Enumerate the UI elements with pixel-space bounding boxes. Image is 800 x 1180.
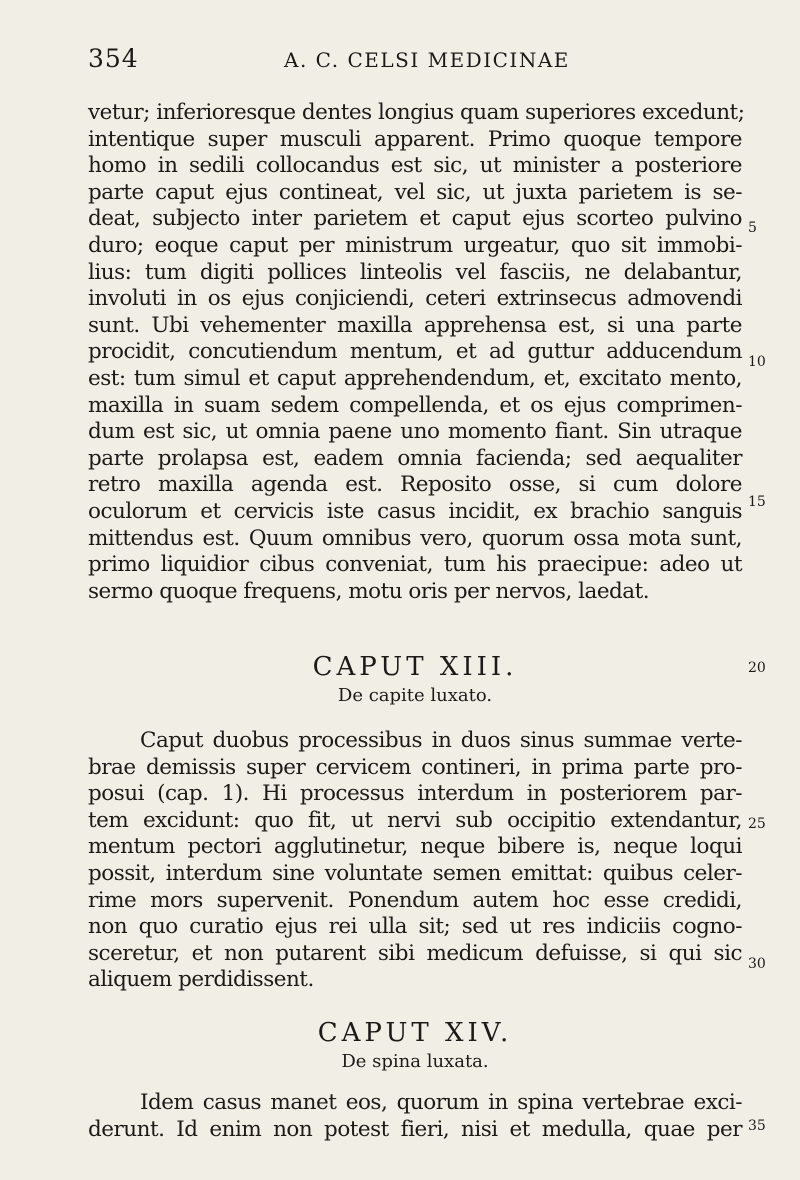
- text-line: sunt. Ubi vehementer maxilla apprehensa est, si una parte: [88, 312, 742, 338]
- text-line: retro maxilla agenda est. Reposito osse, si cum dolore: [88, 472, 742, 498]
- text-line: parte caput ejus contineat, vel sic, ut juxta parietem is se-: [88, 179, 742, 205]
- line-number: 10: [748, 354, 766, 370]
- text-line: aliquem perdidissent.: [88, 967, 314, 993]
- text-line: involuti in os ejus conjiciendi, ceteri extrinsecus admovendi: [88, 286, 742, 312]
- text-line: primo liquidior cibus conveniat, tum his praecipue: adeo ut: [88, 552, 742, 578]
- text-line: tem excidunt: quo fit, ut nervi sub occipitio extendantur,: [88, 807, 742, 833]
- running-title: A. C. CELSI MEDICINAE: [284, 48, 570, 72]
- text-line: deat, subjecto inter parietem et caput ejus scorteo pulvino: [88, 206, 742, 232]
- chapter-title: CAPUT XIII.: [312, 652, 518, 682]
- text-line: sermo quoque frequens, motu oris per nervos, laedat.: [88, 578, 650, 604]
- text-line: parte prolapsa est, eadem omnia facienda; sed aequaliter: [88, 445, 742, 471]
- text-line: possit, interdum sine voluntate semen emittat: quibus celer-: [88, 860, 742, 886]
- text-line: Caput duobus processibus in duos sinus summae verte-: [140, 728, 742, 753]
- text-line: non quo curatio ejus rei ulla sit; sed ut res indiciis cogno-: [88, 914, 742, 940]
- text-line: dum est sic, ut omnia paene uno momento fiant. Sin utraque: [88, 419, 742, 445]
- text-line: posui (cap. 1). Hi processus interdum in posteriorem par-: [88, 781, 742, 807]
- text-line: derunt. Id enim non potest fieri, nisi et medulla, quae per: [88, 1116, 742, 1142]
- paragraph-1: [88, 100, 745, 605]
- line-number: 20: [748, 660, 766, 676]
- text-line: lius: tum digiti pollices linteolis vel fasciis, ne delabantur,: [88, 259, 742, 285]
- text-line: est: tum simul et caput apprehendendum, et, excitato mento,: [88, 365, 742, 391]
- text-line: brae demissis super cervicem contineri, in prima parte pro-: [88, 754, 742, 780]
- line-number: 30: [748, 956, 766, 972]
- chapter-13-text: [88, 728, 742, 994]
- line-number: 15: [748, 494, 766, 510]
- text-line: mittendus est. Quum omnibus vero, quorum ossa mota sunt,: [88, 525, 742, 551]
- chapter-14-text: [88, 1090, 742, 1143]
- chapter-13-heading: [88, 652, 742, 708]
- text-line: rime mors supervenit. Ponendum autem hoc esse credidi,: [88, 887, 742, 913]
- chapter-14-heading: [88, 1018, 742, 1074]
- text-line: duro; eoque caput per ministrum urgeatur, quo sit immobi-: [88, 232, 742, 258]
- running-head: [88, 44, 748, 78]
- line-number: 25: [748, 816, 766, 832]
- line-number: 5: [748, 220, 757, 236]
- text-line: maxilla in suam sedem compellenda, et os ejus comprimen-: [88, 392, 742, 418]
- text-line: oculorum et cervicis iste casus incidit, ex brachio sanguis: [88, 498, 742, 524]
- chapter-subtitle: De spina luxata.: [341, 1051, 489, 1072]
- chapter-title: CAPUT XIV.: [317, 1018, 513, 1048]
- text-line: homo in sedili collocandus est sic, ut minister a posteriore: [88, 153, 742, 179]
- text-line: mentum pectori agglutinetur, neque bibere is, neque loqui: [88, 834, 742, 860]
- text-line: vetur; inferioresque dentes longius quam superiores excedunt;: [88, 100, 745, 125]
- chapter-subtitle: De capite luxato.: [337, 685, 493, 706]
- line-number: 35: [748, 1118, 766, 1134]
- text-line: sceretur, et non putarent sibi medicum defuisse, si qui sic: [88, 940, 742, 966]
- text-line: procidit, concutiendum mentum, et ad guttur adducendum: [88, 339, 742, 365]
- text-line: intentique super musculi apparent. Primo quoque tempore: [88, 126, 742, 152]
- page-number: 354: [88, 44, 139, 73]
- text-line: Idem casus manet eos, quorum in spina vertebrae exci-: [140, 1090, 742, 1115]
